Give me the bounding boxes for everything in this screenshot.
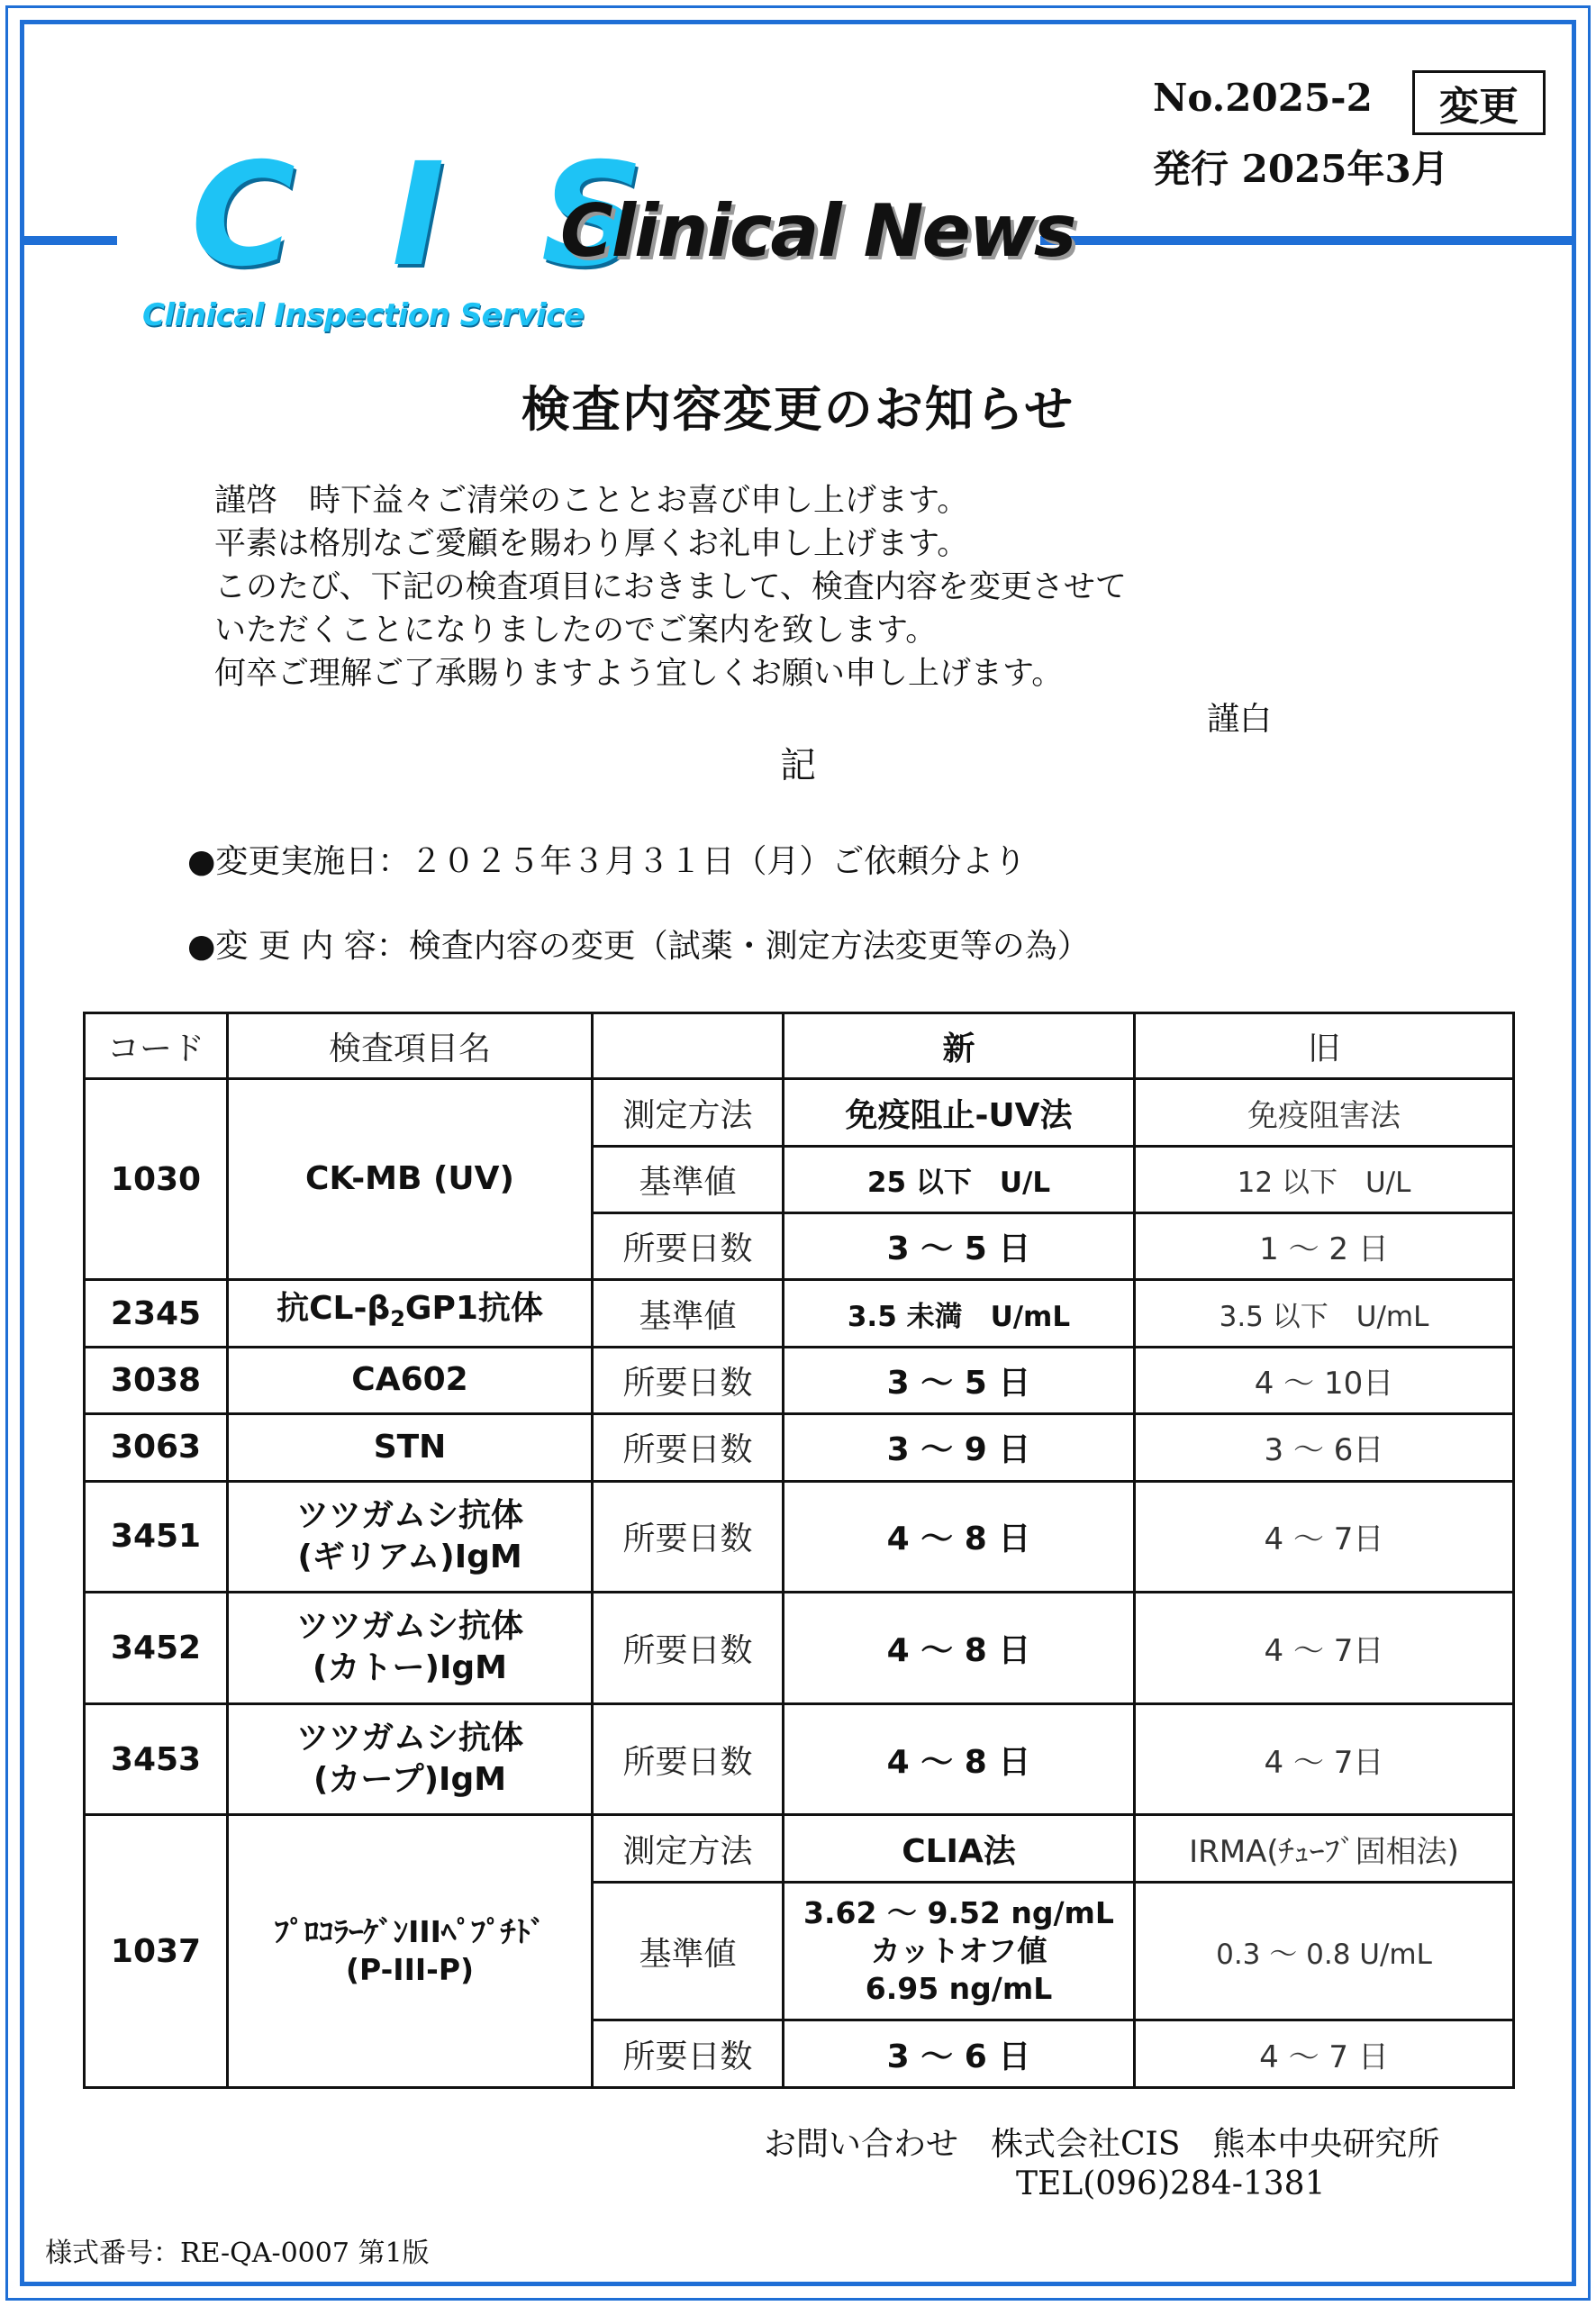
greeting-line: このたび、下記の検査項目におきまして、検査内容を変更させて bbox=[214, 569, 1127, 605]
header-new: 新 bbox=[784, 1013, 1135, 1079]
name-line: ツツガムシ抗体 bbox=[295, 1496, 523, 1534]
old-value: 12 以下 U/L bbox=[1135, 1146, 1514, 1212]
table-row bbox=[85, 1347, 1514, 1413]
new-value bbox=[784, 1882, 1135, 2020]
item-label: 所要日数 bbox=[593, 1703, 784, 1815]
old-value: 免疫阻害法 bbox=[1135, 1079, 1514, 1146]
item-label: 所要日数 bbox=[593, 1481, 784, 1593]
change-content-notice: ●変 更 内 容：検査内容の変更（試薬・測定方法変更等の為） bbox=[187, 928, 1090, 965]
table-header-row bbox=[85, 1013, 1514, 1079]
item-label: 所要日数 bbox=[593, 1414, 784, 1481]
code-cell: 1030 bbox=[85, 1079, 228, 1280]
test-name-cell bbox=[228, 1703, 593, 1815]
test-name-cell bbox=[228, 1593, 593, 1704]
item-label: 所要日数 bbox=[593, 1213, 784, 1280]
name-line: ﾌﾟﾛｺﾗｰｹﾞﾝIIIﾍﾟﾌﾟﾁﾄﾞ bbox=[274, 1914, 546, 1950]
ki-mark: 記 bbox=[780, 745, 816, 786]
code-cell: 3453 bbox=[85, 1703, 228, 1815]
old-value: 1 ～ 2 日 bbox=[1135, 1213, 1514, 1280]
new-value: CLIA法 bbox=[784, 1815, 1135, 1882]
table-row bbox=[85, 1593, 1514, 1704]
effective-date-notice: ●変更実施日：２０２５年３月３１日（月）ご依頼分より bbox=[187, 843, 1027, 880]
item-label: 測定方法 bbox=[593, 1079, 784, 1146]
item-label: 測定方法 bbox=[593, 1815, 784, 1882]
greeting-line: 謹啓 時下益々ご清栄のこととお喜び申し上げます。 bbox=[214, 483, 969, 519]
greeting-line: 平素は格別なご愛顧を賜わり厚くお礼申し上げます。 bbox=[214, 526, 969, 562]
name-subscript: 2 bbox=[390, 1305, 405, 1331]
name-line: (P-III-P) bbox=[345, 1952, 475, 1988]
closing-word: 謹白 bbox=[1207, 701, 1273, 738]
logo-subtitle: Clinical Inspection Service bbox=[142, 297, 585, 333]
new-value: 3.5 未満 U/mL bbox=[784, 1280, 1135, 1347]
name-line: ツツガムシ抗体 bbox=[295, 1608, 523, 1646]
change-badge: 変更 bbox=[1412, 70, 1546, 135]
change-table bbox=[83, 1012, 1512, 2089]
test-name-cell bbox=[228, 1815, 593, 2088]
name-line: (カトー)IgM bbox=[313, 1649, 507, 1687]
header-old: 旧 bbox=[1135, 1013, 1514, 1079]
new-value: 4 ～ 8 日 bbox=[784, 1703, 1135, 1815]
table-row bbox=[85, 1815, 1514, 1882]
test-name-cell bbox=[228, 1481, 593, 1593]
greeting-paragraph bbox=[214, 479, 1127, 695]
name-line: (カープ)IgM bbox=[313, 1761, 507, 1799]
old-value: 3 ～ 6日 bbox=[1135, 1414, 1514, 1481]
contact-phone: TEL(096)284-1381 bbox=[1016, 2165, 1326, 2202]
header-name: 検査項目名 bbox=[228, 1013, 593, 1079]
item-label: 所要日数 bbox=[593, 2020, 784, 2088]
clinical-news-title: Clinical News bbox=[560, 189, 1075, 273]
old-value: 4 ～ 7日 bbox=[1135, 1481, 1514, 1593]
header-rule-left bbox=[23, 236, 117, 245]
test-name-cell: CA602 bbox=[228, 1347, 593, 1413]
test-name-cell: CK-MB (UV) bbox=[228, 1079, 593, 1280]
new-value: 3 ～ 6 日 bbox=[784, 2020, 1135, 2088]
greeting-line: 何卒ご理解ご了承賜りますよう宜しくお願い申し上げます。 bbox=[214, 656, 1064, 692]
old-value: IRMA(ﾁｭｰﾌﾞ固相法) bbox=[1135, 1815, 1514, 1882]
name-line: ツツガムシ抗体 bbox=[295, 1720, 523, 1757]
name-part: 抗CL-β bbox=[277, 1289, 391, 1327]
new-value-line: 6.95 ng/mL bbox=[865, 1971, 1053, 2007]
old-value: 4 ～ 7日 bbox=[1135, 1593, 1514, 1704]
table-row bbox=[85, 1079, 1514, 1146]
greeting-line: いただくことになりましたのでご案内を致します。 bbox=[214, 613, 938, 649]
table-row bbox=[85, 1280, 1514, 1347]
code-cell: 3451 bbox=[85, 1481, 228, 1593]
table-row bbox=[85, 1703, 1514, 1815]
new-value: 免疫阻止-UV法 bbox=[784, 1079, 1135, 1146]
new-value: 3 ～ 5 日 bbox=[784, 1347, 1135, 1413]
name-part: GP1抗体 bbox=[404, 1289, 543, 1327]
item-label: 所要日数 bbox=[593, 1347, 784, 1413]
new-value: 4 ～ 8 日 bbox=[784, 1481, 1135, 1593]
new-value: 4 ～ 8 日 bbox=[784, 1593, 1135, 1704]
table-row bbox=[85, 1481, 1514, 1593]
item-label: 所要日数 bbox=[593, 1593, 784, 1704]
code-cell: 2345 bbox=[85, 1280, 228, 1347]
item-label: 基準値 bbox=[593, 1146, 784, 1212]
new-value: 25 以下 U/L bbox=[784, 1146, 1135, 1212]
item-label: 基準値 bbox=[593, 1280, 784, 1347]
cis-logo: C I S bbox=[191, 132, 667, 298]
code-cell: 3452 bbox=[85, 1593, 228, 1704]
name-line: (ギリアム)IgM bbox=[297, 1538, 522, 1575]
issue-number: No.2025-2 bbox=[1153, 76, 1373, 120]
old-value: 3.5 以下 U/mL bbox=[1135, 1280, 1514, 1347]
form-number: 様式番号：RE-QA-0007 第1版 bbox=[45, 2238, 430, 2269]
new-value: 3 ～ 9 日 bbox=[784, 1414, 1135, 1481]
code-cell: 1037 bbox=[85, 1815, 228, 2088]
contact-info: お問い合わせ 株式会社CIS 熊本中央研究所 bbox=[764, 2126, 1440, 2163]
code-cell: 3038 bbox=[85, 1347, 228, 1413]
header-rule-right bbox=[1040, 236, 1572, 245]
test-name-cell: STN bbox=[228, 1414, 593, 1481]
code-cell: 3063 bbox=[85, 1414, 228, 1481]
page-title: 検査内容変更のお知らせ bbox=[521, 380, 1075, 438]
test-name-cell bbox=[228, 1280, 593, 1347]
old-value: 0.3 ～ 0.8 U/mL bbox=[1135, 1882, 1514, 2020]
header-item bbox=[593, 1013, 784, 1079]
issue-date: 発行 2025年3月 bbox=[1153, 147, 1449, 191]
item-label: 基準値 bbox=[593, 1882, 784, 2020]
table-row bbox=[85, 1414, 1514, 1481]
header-code: コード bbox=[85, 1013, 228, 1079]
new-value-line: 3.62 ～ 9.52 ng/mL bbox=[803, 1895, 1114, 1931]
old-value: 4 ～ 10日 bbox=[1135, 1347, 1514, 1413]
old-value: 4 ～ 7日 bbox=[1135, 1703, 1514, 1815]
new-value: 3 ～ 5 日 bbox=[784, 1213, 1135, 1280]
new-value-line: カットオフ値 bbox=[870, 1933, 1047, 1969]
old-value: 4 ～ 7 日 bbox=[1135, 2020, 1514, 2088]
